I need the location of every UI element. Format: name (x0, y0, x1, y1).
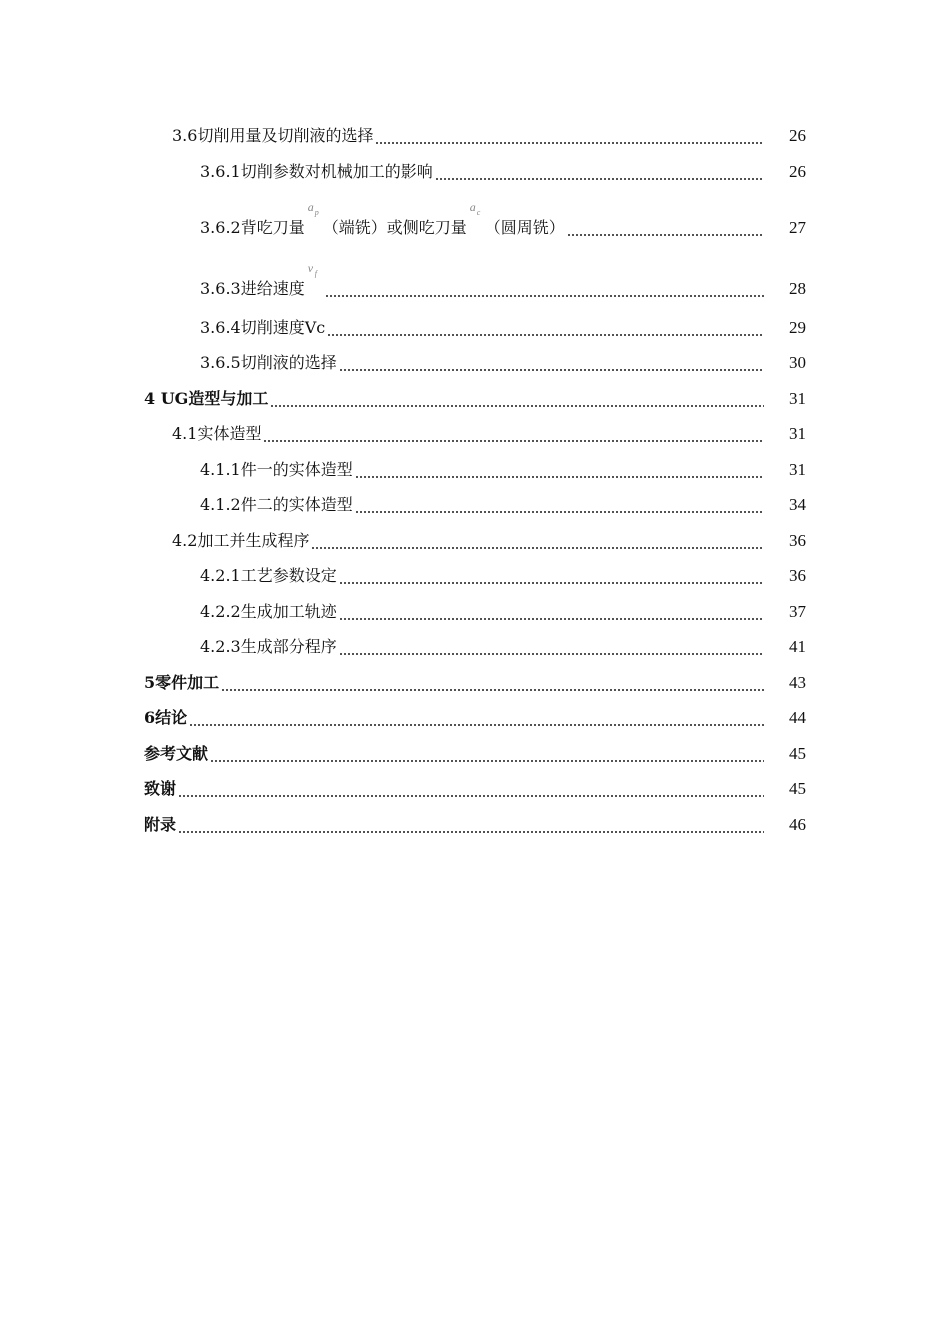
toc-entry-title: 4 UG造型与加工 (144, 389, 269, 408)
leader-dots (375, 126, 764, 146)
leader-dots (178, 815, 764, 835)
toc-entry-3-6-3[interactable] (0, 261, 950, 299)
toc-entry-title: 3.6.1切削参数对机械加工的影响 (200, 162, 433, 181)
leader-dots (355, 495, 764, 515)
toc-entry-title-part: （端铣）或侧吃刀量 (322, 218, 467, 237)
toc-entry-3-6-2[interactable] (0, 200, 950, 238)
leader-dots (339, 566, 764, 586)
leader-dots (339, 637, 764, 657)
leader-dots (327, 318, 764, 338)
toc-page-number: 37 (789, 602, 806, 621)
toc-entry-3-6-4[interactable] (0, 318, 950, 338)
toc-entry-4-2-3[interactable] (0, 637, 950, 657)
toc-entry-title: 4.2.2生成加工轨迹 (200, 602, 337, 621)
toc-page-number: 34 (789, 495, 806, 514)
toc-entry-appendix[interactable] (0, 815, 950, 835)
leader-dots (567, 218, 764, 238)
toc-page-number: 26 (789, 126, 806, 145)
toc-page-number: 36 (789, 531, 806, 550)
toc-entry-title: 4.2.3生成部分程序 (200, 637, 337, 656)
leader-dots (189, 708, 764, 728)
toc-entry-title: 3.6.5切削液的选择 (200, 353, 337, 372)
toc-page-number: 36 (789, 566, 806, 585)
math-symbol-subscript: c (476, 208, 481, 217)
toc-page-number: 41 (789, 637, 806, 656)
toc-page-number: 30 (789, 353, 806, 372)
leader-dots (263, 424, 764, 444)
math-symbol-subscript: f (314, 269, 317, 278)
math-symbol-ac (467, 200, 485, 233)
toc-entry-5[interactable] (0, 673, 950, 693)
toc-entry-title: 4.1实体造型 (172, 424, 262, 443)
toc-entry-4-1[interactable] (0, 424, 950, 444)
toc-entry-title: 5零件加工 (144, 673, 220, 692)
toc-page-number: 27 (789, 218, 806, 237)
toc-page-number: 28 (789, 279, 806, 298)
toc-entry-3-6-5[interactable] (0, 353, 950, 373)
toc-entry-title: 4.2.1工艺参数设定 (200, 566, 337, 585)
toc-entry-3-6[interactable] (0, 126, 950, 146)
toc-page-number: 45 (789, 744, 806, 763)
leader-dots (339, 353, 764, 373)
toc-entry-title-part: 3.6.3进给速度 (200, 279, 305, 298)
toc-page-number: 31 (789, 460, 806, 479)
toc-page-number: 46 (789, 815, 806, 834)
leader-dots (355, 460, 764, 480)
toc-entry-title-part: 3.6.2背吃刀量 (200, 218, 305, 237)
toc-page-number: 26 (789, 162, 806, 181)
toc-page-number: 45 (789, 779, 806, 798)
leader-dots (178, 779, 764, 799)
toc-entry-title (200, 200, 565, 238)
toc-entry-4-2[interactable] (0, 531, 950, 551)
toc-entry-acknowledgements[interactable] (0, 779, 950, 799)
leader-dots (270, 389, 764, 409)
toc-entry-title: 4.1.1件一的实体造型 (200, 460, 353, 479)
leader-dots (325, 279, 764, 299)
toc-page-number: 29 (789, 318, 806, 337)
toc-entry-title: 4.1.2件二的实体造型 (200, 495, 353, 514)
leader-dots (210, 744, 764, 764)
leader-dots (221, 673, 764, 693)
toc-entry-3-6-1[interactable] (0, 162, 950, 182)
toc-page-number: 31 (789, 389, 806, 408)
math-symbol-ap (305, 200, 323, 233)
leader-dots (339, 602, 764, 622)
toc-entry-title: 3.6.4切削速度Vc (200, 318, 326, 337)
math-symbol-vf (305, 261, 323, 294)
toc-entry-4-2-1[interactable] (0, 566, 950, 586)
math-symbol-base: a (469, 200, 476, 214)
toc-entry-title: 致谢 (144, 779, 177, 798)
toc-entry-title: 3.6切削用量及切削液的选择 (172, 126, 374, 145)
math-symbol-base: v (307, 261, 314, 275)
leader-dots (311, 531, 764, 551)
toc-entry-title: 6结论 (144, 708, 188, 727)
toc-entry-4-1-1[interactable] (0, 460, 950, 480)
toc-page-number: 44 (789, 708, 806, 727)
leader-dots (435, 162, 764, 182)
toc-page-number: 43 (789, 673, 806, 692)
toc-entry-title: 参考文献 (144, 744, 209, 763)
toc-entry-title-part: （圆周铣） (484, 218, 565, 237)
toc-entry-title: 附录 (144, 815, 177, 834)
toc-entry-title (200, 261, 323, 299)
math-symbol-base: a (307, 200, 314, 214)
toc-page-number: 31 (789, 424, 806, 443)
toc-entry-references[interactable] (0, 744, 950, 764)
math-symbol-subscript: p (314, 208, 319, 217)
toc-entry-title: 4.2加工并生成程序 (172, 531, 310, 550)
toc-entry-4[interactable] (0, 389, 950, 409)
toc-entry-4-1-2[interactable] (0, 495, 950, 515)
toc-entry-6[interactable] (0, 708, 950, 728)
toc-entry-4-2-2[interactable] (0, 602, 950, 622)
